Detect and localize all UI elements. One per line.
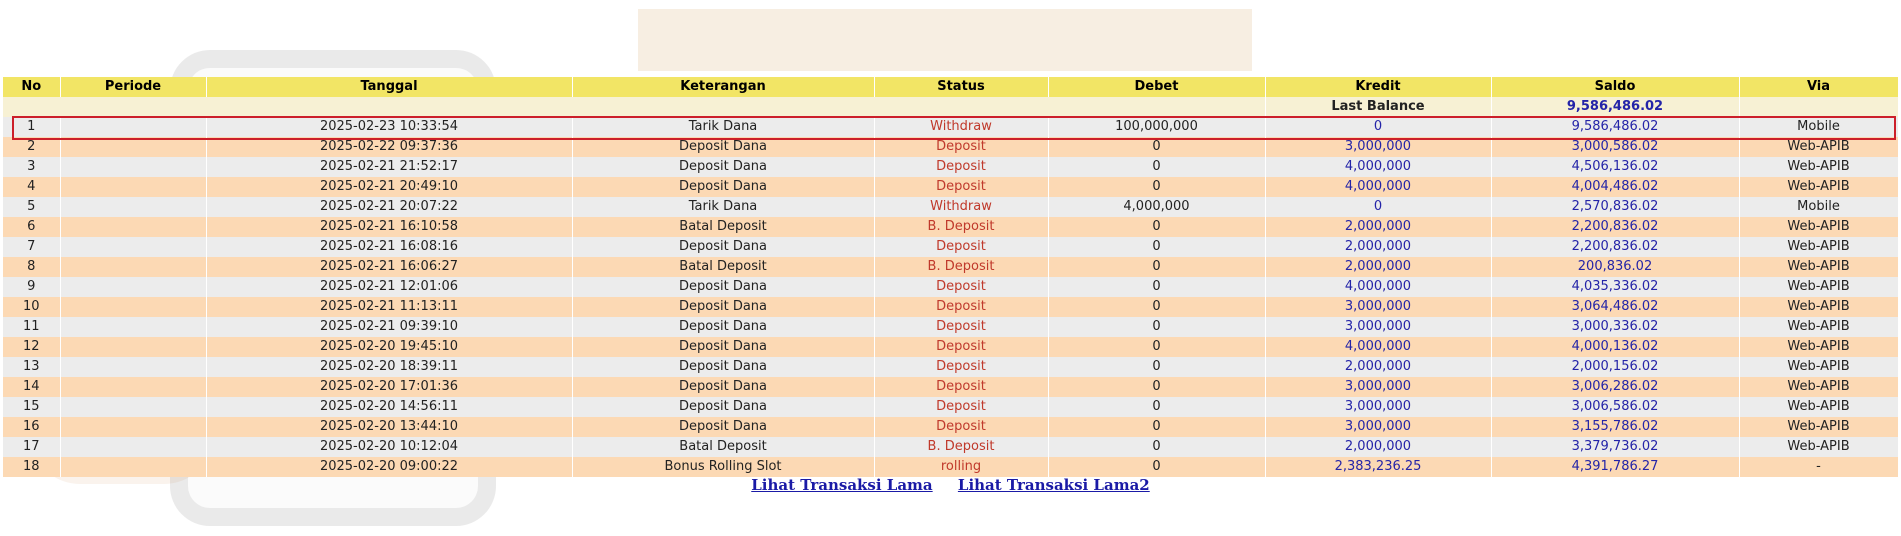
cell-kredit: 3,000,000 [1265,297,1491,317]
cell-no: 11 [3,317,60,337]
cell-keterangan: Bonus Rolling Slot [572,457,874,477]
cell-keterangan: Tarik Dana [572,117,874,137]
cell-status: Deposit [874,237,1048,257]
cell-periode [60,297,206,317]
table-row [3,217,1898,237]
cell-periode [60,157,206,177]
cell-saldo: 3,000,336.02 [1491,317,1739,337]
cell-tanggal: 2025-02-21 20:49:10 [206,177,572,197]
cell-saldo: 2,570,836.02 [1491,197,1739,217]
cell-no: 9 [3,277,60,297]
cell-debet: 0 [1048,177,1265,197]
cell-via: Web-APIB [1739,237,1898,257]
cell-via: Web-APIB [1739,277,1898,297]
cell-keterangan: Deposit Dana [572,317,874,337]
cell-periode [60,137,206,157]
cell-periode [60,237,206,257]
cell-kredit: 3,000,000 [1265,397,1491,417]
cell-no: 17 [3,437,60,457]
cell-saldo: 3,064,486.02 [1491,297,1739,317]
cell-via: Web-APIB [1739,377,1898,397]
cell-saldo: 3,000,586.02 [1491,137,1739,157]
cell-kredit: 2,000,000 [1265,357,1491,377]
cell-periode [60,317,206,337]
cell-no: 6 [3,217,60,237]
cell-keterangan: Deposit Dana [572,357,874,377]
cell-via: Web-APIB [1739,317,1898,337]
table-row [3,417,1898,437]
cell-tanggal: 2025-02-21 09:39:10 [206,317,572,337]
cell-no: 12 [3,337,60,357]
cell-kredit: 2,000,000 [1265,237,1491,257]
cell-keterangan: Batal Deposit [572,217,874,237]
cell-kredit: 4,000,000 [1265,277,1491,297]
cell-debet: 0 [1048,357,1265,377]
cell-status: B. Deposit [874,217,1048,237]
cell-tanggal: 2025-02-20 13:44:10 [206,417,572,437]
cell-debet: 0 [1048,317,1265,337]
cell-tanggal: 2025-02-21 16:10:58 [206,217,572,237]
cell-debet: 0 [1048,237,1265,257]
table-row [3,137,1898,157]
table-row [3,337,1898,357]
cell-saldo: 3,006,586.02 [1491,397,1739,417]
cell-tanggal: 2025-02-22 09:37:36 [206,137,572,157]
table-row [3,197,1898,217]
cell-debet: 0 [1048,417,1265,437]
cell-via: Web-APIB [1739,397,1898,417]
header-periode: Periode [60,77,206,97]
header-no: No [3,77,60,97]
cell-periode [60,437,206,457]
cell-kredit: 3,000,000 [1265,417,1491,437]
header-debet: Debet [1048,77,1265,97]
cell-periode [60,117,206,137]
cell-tanggal: 2025-02-20 09:00:22 [206,457,572,477]
cell-periode [60,357,206,377]
cell-kredit: 3,000,000 [1265,317,1491,337]
cell-tanggal: 2025-02-21 11:13:11 [206,297,572,317]
cell-periode [60,277,206,297]
cell-via: Web-APIB [1739,217,1898,237]
old-transactions-link[interactable]: Lihat Transaksi Lama [751,476,933,494]
cell-tanggal: 2025-02-20 10:12:04 [206,437,572,457]
cell-tanggal: 2025-02-20 19:45:10 [206,337,572,357]
cell-via: Mobile [1739,117,1898,137]
table-row [3,457,1898,477]
cell-kredit: 0 [1265,197,1491,217]
cell-saldo: 2,200,836.02 [1491,237,1739,257]
cell-kredit: 2,000,000 [1265,257,1491,277]
cell-via: Web-APIB [1739,337,1898,357]
last-balance-label: Last Balance [1265,97,1491,117]
cell-periode [60,197,206,217]
cell-periode [60,377,206,397]
cell-no: 3 [3,157,60,177]
cell-no: 2 [3,137,60,157]
cell-status: Deposit [874,157,1048,177]
cell-keterangan: Deposit Dana [572,137,874,157]
cell-keterangan: Deposit Dana [572,377,874,397]
table-header-row [3,77,1898,97]
cell-kredit: 3,000,000 [1265,137,1491,157]
cell-status: Deposit [874,177,1048,197]
cell-via: Web-APIB [1739,257,1898,277]
cell-tanggal: 2025-02-23 10:33:54 [206,117,572,137]
cell-via: Web-APIB [1739,297,1898,317]
cell-keterangan: Deposit Dana [572,297,874,317]
cell-via: Web-APIB [1739,437,1898,457]
cell-keterangan: Deposit Dana [572,177,874,197]
cell-saldo: 4,000,136.02 [1491,337,1739,357]
cell-status: Deposit [874,277,1048,297]
cell-saldo: 3,006,286.02 [1491,377,1739,397]
cell-keterangan: Deposit Dana [572,337,874,357]
cell-via: Web-APIB [1739,417,1898,437]
cell-no: 5 [3,197,60,217]
cell-no: 8 [3,257,60,277]
cell-tanggal: 2025-02-21 16:08:16 [206,237,572,257]
cell-tanggal: 2025-02-21 12:01:06 [206,277,572,297]
cell-periode [60,177,206,197]
cell-via: - [1739,457,1898,477]
cell-debet: 0 [1048,137,1265,157]
cell-status: Withdraw [874,117,1048,137]
cell-status: Deposit [874,337,1048,357]
cell-no: 1 [3,117,60,137]
cell-status: B. Deposit [874,257,1048,277]
cell-periode [60,417,206,437]
old-transactions-2-link[interactable]: Lihat Transaksi Lama2 [957,476,1150,494]
transaction-table [3,77,1899,477]
cell-status: Deposit [874,297,1048,317]
cell-periode [60,457,206,477]
cell-tanggal: 2025-02-20 14:56:11 [206,397,572,417]
header-tanggal: Tanggal [206,77,572,97]
pagination-links [0,476,1901,494]
cell-via: Mobile [1739,197,1898,217]
cell-periode [60,257,206,277]
header-keterangan: Keterangan [572,77,874,97]
cell-keterangan: Deposit Dana [572,397,874,417]
cell-debet: 0 [1048,257,1265,277]
cell-kredit: 2,000,000 [1265,217,1491,237]
cell-saldo: 4,035,336.02 [1491,277,1739,297]
cell-no: 18 [3,457,60,477]
cell-periode [60,337,206,357]
table-row [3,397,1898,417]
cell-kredit: 4,000,000 [1265,337,1491,357]
cell-saldo: 200,836.02 [1491,257,1739,277]
cell-keterangan: Deposit Dana [572,417,874,437]
cell-via: Web-APIB [1739,137,1898,157]
table-row [3,297,1898,317]
cell-saldo: 4,391,786.27 [1491,457,1739,477]
cell-via: Web-APIB [1739,177,1898,197]
table-row [3,277,1898,297]
cell-via: Web-APIB [1739,157,1898,177]
cell-no: 10 [3,297,60,317]
cell-saldo: 2,200,836.02 [1491,217,1739,237]
table-row [3,177,1898,197]
cell-keterangan: Deposit Dana [572,277,874,297]
cell-tanggal: 2025-02-21 21:52:17 [206,157,572,177]
cell-status: Deposit [874,397,1048,417]
table-row [3,437,1898,457]
table-row [3,117,1898,137]
cell-debet: 0 [1048,377,1265,397]
header-status: Status [874,77,1048,97]
cell-debet: 0 [1048,157,1265,177]
cell-keterangan: Tarik Dana [572,197,874,217]
header-saldo: Saldo [1491,77,1739,97]
cell-debet: 100,000,000 [1048,117,1265,137]
cell-no: 13 [3,357,60,377]
cell-debet: 0 [1048,217,1265,237]
cell-kredit: 4,000,000 [1265,157,1491,177]
last-balance-value: 9,586,486.02 [1491,97,1739,117]
cell-saldo: 4,004,486.02 [1491,177,1739,197]
cell-no: 7 [3,237,60,257]
cell-saldo: 2,000,156.02 [1491,357,1739,377]
table-row [3,357,1898,377]
cell-tanggal: 2025-02-21 20:07:22 [206,197,572,217]
cell-kredit: 3,000,000 [1265,377,1491,397]
cell-status: Deposit [874,377,1048,397]
table-row [3,257,1898,277]
cell-kredit: 2,000,000 [1265,437,1491,457]
cell-status: Deposit [874,357,1048,377]
cell-debet: 0 [1048,337,1265,357]
table-row [3,157,1898,177]
cell-status: Deposit [874,317,1048,337]
cell-saldo: 3,155,786.02 [1491,417,1739,437]
cell-saldo: 4,506,136.02 [1491,157,1739,177]
cell-tanggal: 2025-02-20 18:39:11 [206,357,572,377]
cell-periode [60,397,206,417]
cell-debet: 0 [1048,277,1265,297]
cell-status: B. Deposit [874,437,1048,457]
last-balance-row [3,97,1898,117]
cell-status: Withdraw [874,197,1048,217]
cell-debet: 4,000,000 [1048,197,1265,217]
table-row [3,317,1898,337]
cell-kredit: 4,000,000 [1265,177,1491,197]
cell-tanggal: 2025-02-21 16:06:27 [206,257,572,277]
header-kredit: Kredit [1265,77,1491,97]
cell-tanggal: 2025-02-20 17:01:36 [206,377,572,397]
cell-keterangan: Deposit Dana [572,157,874,177]
cell-status: Deposit [874,137,1048,157]
cell-status: rolling [874,457,1048,477]
cell-debet: 0 [1048,457,1265,477]
cell-saldo: 9,586,486.02 [1491,117,1739,137]
cell-via: Web-APIB [1739,357,1898,377]
header-via: Via [1739,77,1898,97]
cell-saldo: 3,379,736.02 [1491,437,1739,457]
cell-kredit: 2,383,236.25 [1265,457,1491,477]
table-row [3,377,1898,397]
cell-debet: 0 [1048,437,1265,457]
cell-no: 4 [3,177,60,197]
cell-keterangan: Batal Deposit [572,437,874,457]
cell-no: 14 [3,377,60,397]
cell-keterangan: Batal Deposit [572,257,874,277]
cell-no: 15 [3,397,60,417]
cell-debet: 0 [1048,397,1265,417]
cell-debet: 0 [1048,297,1265,317]
cell-status: Deposit [874,417,1048,437]
cell-no: 16 [3,417,60,437]
cell-periode [60,217,206,237]
table-row [3,237,1898,257]
cell-kredit: 0 [1265,117,1491,137]
cell-keterangan: Deposit Dana [572,237,874,257]
top-banner [638,9,1252,71]
